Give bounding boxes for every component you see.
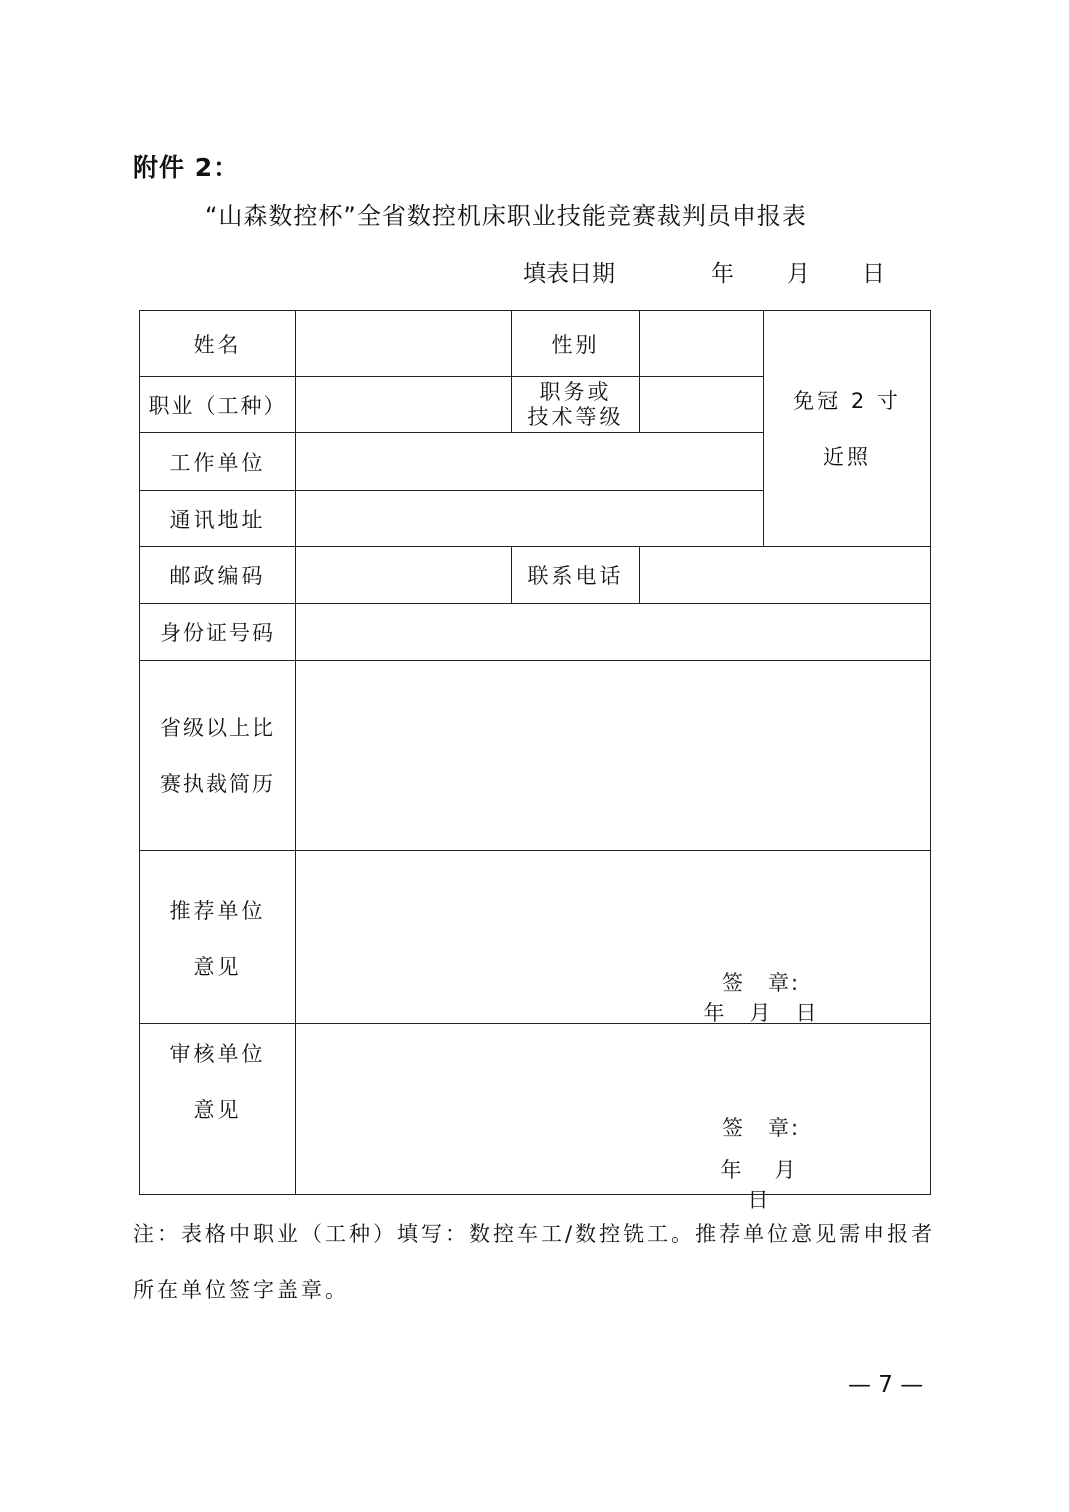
id-number-label: 身份证号码 (140, 604, 296, 661)
page-number: — 7 — (848, 1372, 924, 1398)
postcode-field[interactable] (296, 547, 512, 604)
position-label-line1: 职务或 (539, 379, 612, 404)
address-field[interactable] (296, 491, 764, 547)
occupation-field[interactable] (296, 377, 512, 433)
occupation-label: 职业（工种） (140, 377, 296, 433)
photo-hint-line1: 免冠 2 寸 (793, 388, 901, 413)
fill-date-month: 月 (787, 261, 810, 287)
id-number-field[interactable] (296, 604, 931, 661)
review-sign-label: 签 章: (721, 1116, 801, 1140)
recommend-opinion-label (140, 851, 296, 1024)
workplace-label: 工作单位 (140, 433, 296, 491)
recommend-sign-date: 年 月 日 (703, 1001, 819, 1025)
review-label-line2: 意见 (193, 1098, 242, 1122)
form-note: 注：表格中职业（工种）填写：数控车工/数控铣工。推荐单位意见需申报者所在单位签字盖章。 (133, 1222, 936, 1302)
page-title: “山森数控杯”全省数控机床职业技能竞赛裁判员申报表 (205, 202, 807, 230)
recommend-label-line1: 推荐单位 (169, 899, 266, 923)
attachment-label: 附件 2： (133, 153, 240, 182)
recommend-label-line2: 意见 (193, 955, 242, 979)
photo-hint-line2: 近照 (823, 444, 871, 469)
workplace-field[interactable] (296, 433, 764, 491)
recommend-sign-label: 签 章: (721, 971, 801, 995)
fill-date-day: 日 (862, 261, 885, 287)
history-field[interactable] (296, 661, 931, 851)
form-row-contact (140, 547, 931, 604)
review-opinion-label (140, 1024, 296, 1195)
phone-label: 联系电话 (512, 547, 640, 604)
form-row-history (140, 661, 931, 851)
review-opinion-field[interactable] (296, 1024, 931, 1212)
position-label-line2: 技术等级 (527, 404, 624, 429)
review-label-line1: 审核单位 (169, 1042, 266, 1066)
form-row-name (140, 311, 931, 377)
fill-date-year: 年 (711, 261, 734, 287)
review-sign-date: 年 月 日 (720, 1158, 829, 1212)
history-label-line1: 省级以上比 (160, 715, 275, 740)
position-label (512, 377, 640, 433)
history-label-line2: 赛执裁简历 (160, 771, 275, 796)
photo-area[interactable] (764, 311, 931, 547)
form-row-review (140, 1024, 931, 1195)
gender-field[interactable] (640, 311, 764, 377)
position-field[interactable] (640, 377, 764, 433)
recommend-opinion-field[interactable] (296, 851, 931, 1024)
fill-date-label: 填表日期 (523, 261, 615, 287)
name-field[interactable] (296, 311, 512, 377)
form-row-id (140, 604, 931, 661)
form-row-recommend (140, 851, 931, 1024)
history-label (140, 661, 296, 851)
name-label: 姓名 (140, 311, 296, 377)
gender-label: 性别 (512, 311, 640, 377)
address-label: 通讯地址 (140, 491, 296, 547)
application-form-table (139, 310, 931, 1212)
postcode-label: 邮政编码 (140, 547, 296, 604)
phone-field[interactable] (640, 547, 931, 604)
